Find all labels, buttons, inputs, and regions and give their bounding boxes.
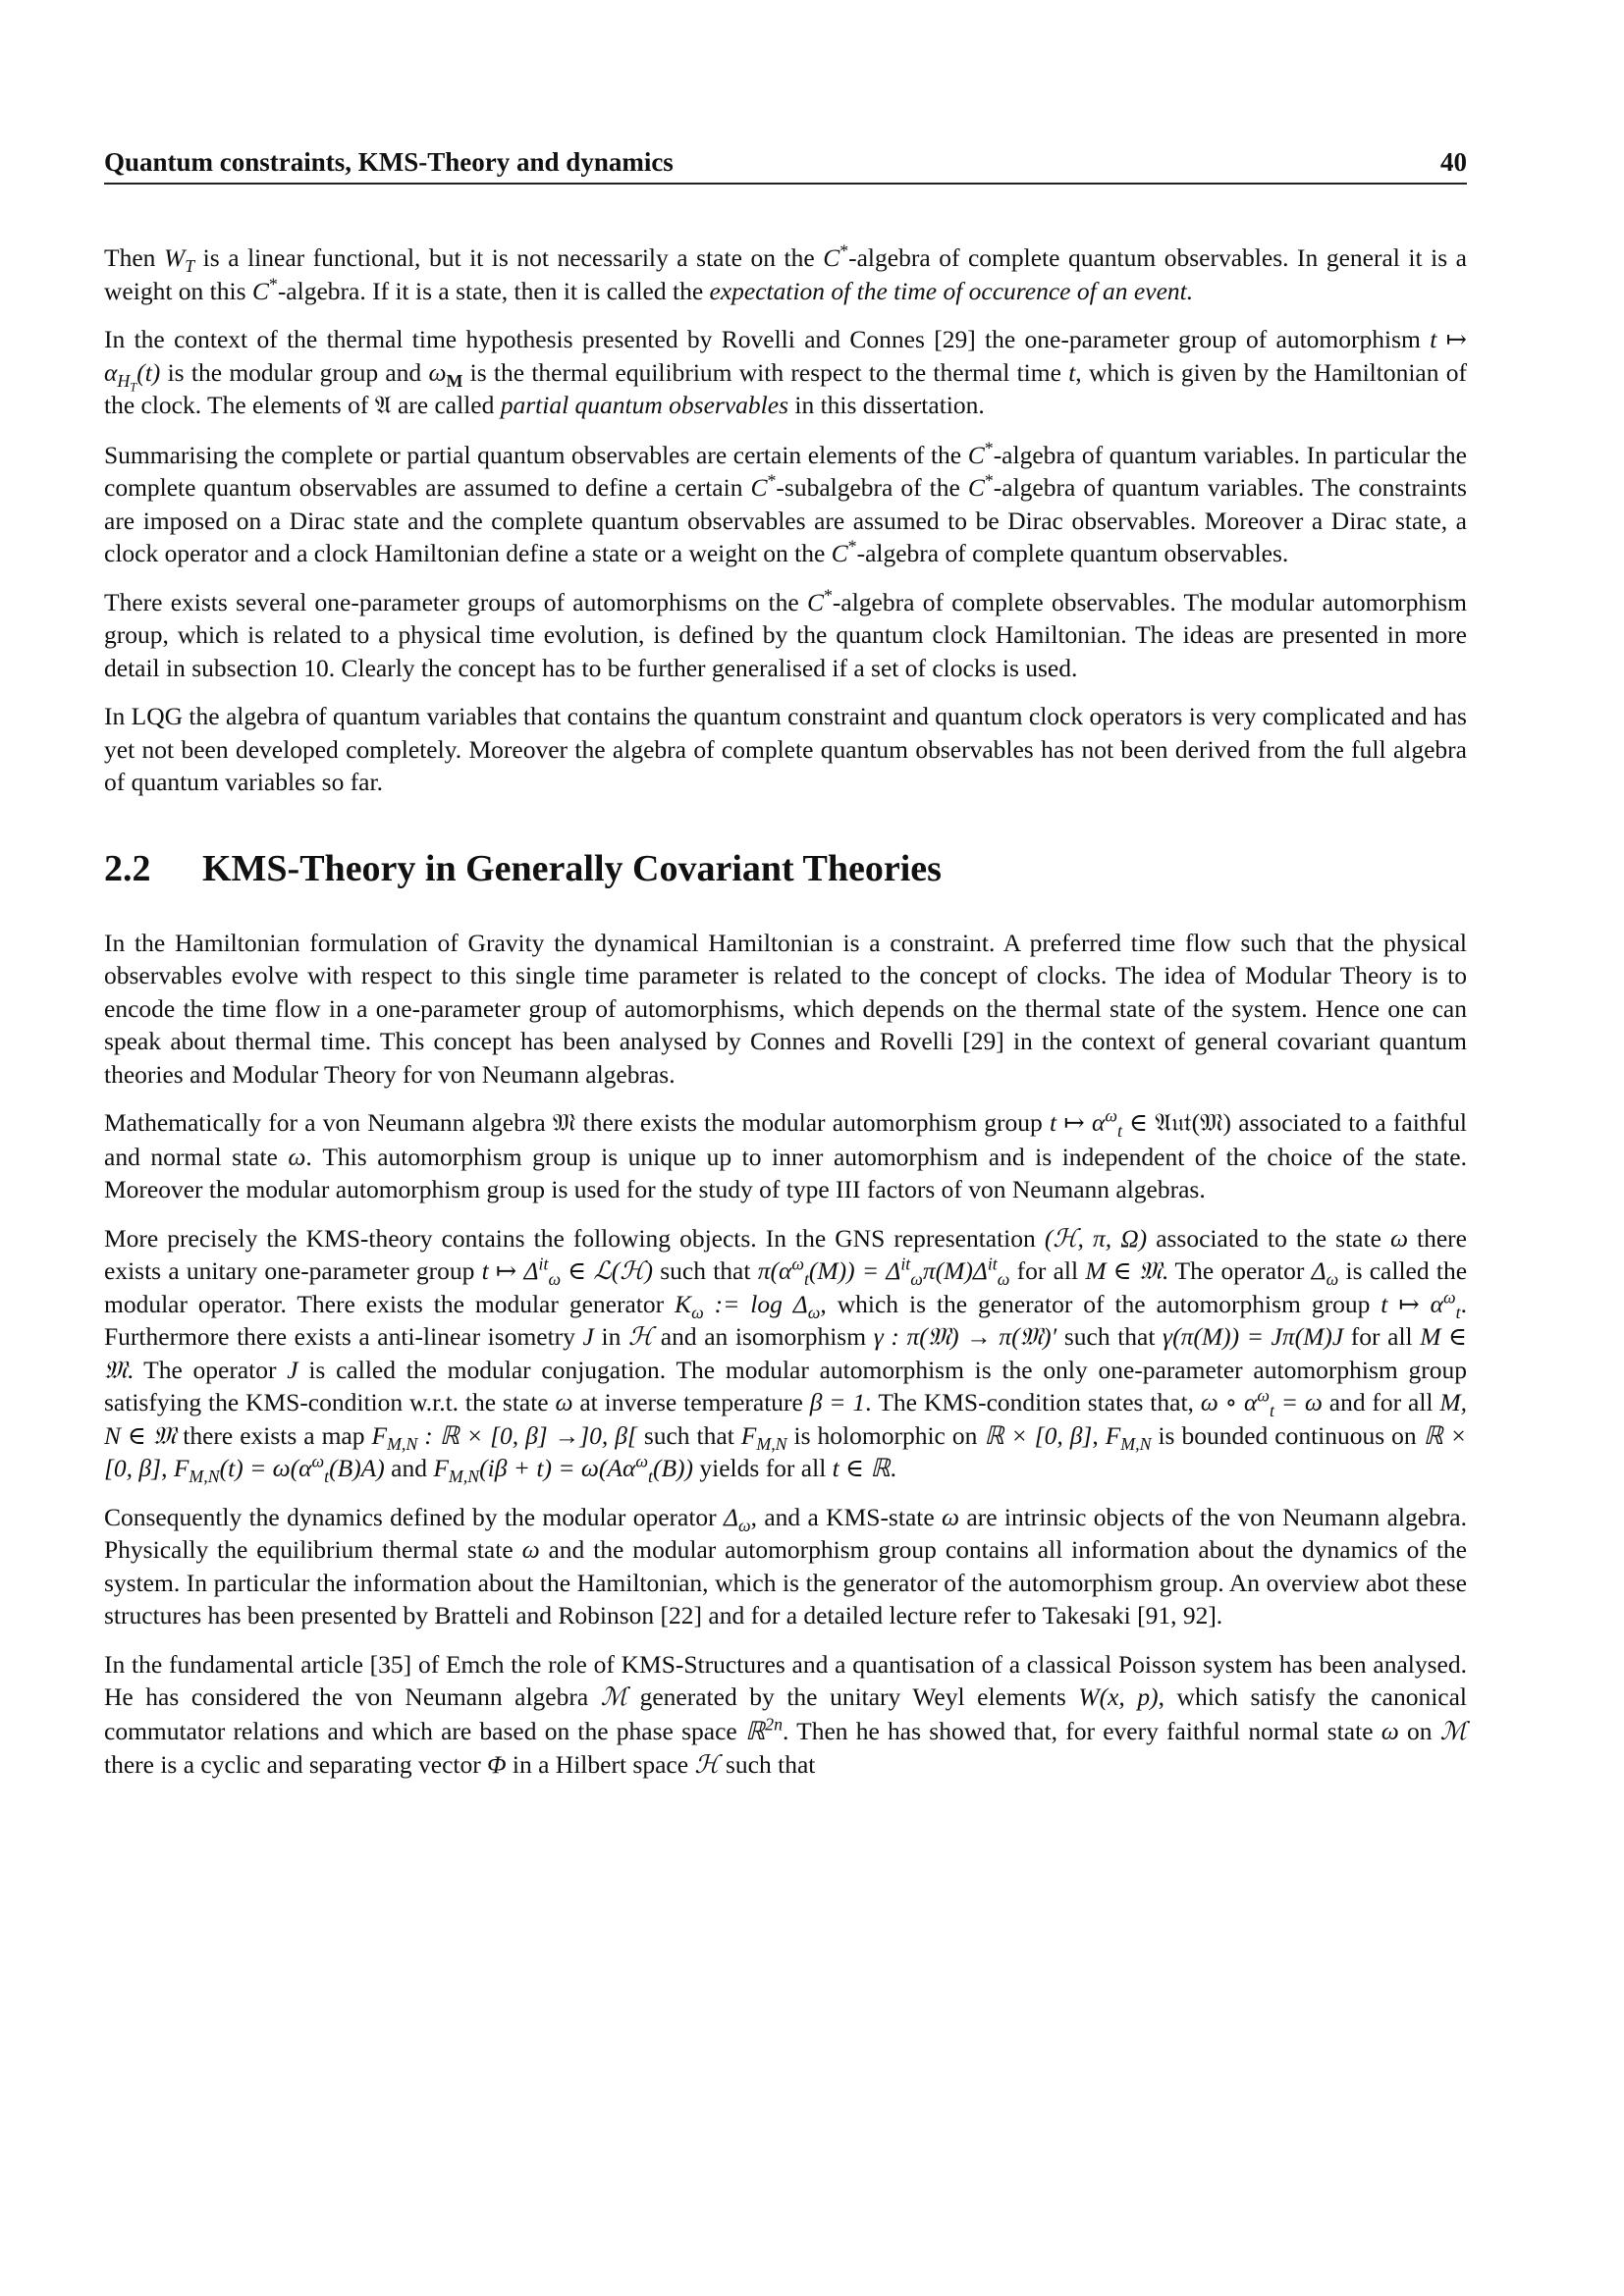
running-header [104, 147, 1467, 185]
header-title: Quantum constraints, KMS-Theory and dynamics [104, 147, 674, 177]
emphasis: expectation of the time of occurence of an event. [709, 276, 1194, 305]
emphasis: partial quantum observables [500, 391, 788, 419]
paragraph: In LQG the algebra of quantum variables that contains the quantum constraint and quantum clock operators is very complicated and has yet not been developed completely. Moreover the algebra of complete quantum observables has not been derived from the full algebra of quantum variables so far. [104, 702, 1467, 796]
paragraph: In the context of the thermal time hypothesis presented by Rovelli and Connes [29] the one-parameter group of automorphism t ↦ $\alpha_{H_T}(t)$ is the modular group and $\omega_M$ is the thermal equilibrium with respect to the thermal time t, which is given by the Hamiltonian of the clock. The elements of 𝔄 are called partial quantum observables in this dissertation. [104, 325, 1467, 420]
body-text [104, 241, 1467, 1797]
paragraph: In the Hamiltonian formulation of Gravity the dynamical Hamiltonian is a constraint. A preferred time flow such that the physical observables evolve with respect to this single time parameter is related to the concept of clocks. The idea of Modular Theory is to encode the time flow in a one-parameter group of automorphisms, which depends on the thermal state of the system. Hence one can speak about thermal time. This concept has been analysed by Connes and Rovelli [29] in the context of general covariant quantum theories and Modular Theory for von Neumann algebras. [104, 928, 1467, 1089]
section-number: 2.2 [104, 847, 151, 889]
paragraph: Summarising the complete or partial quantum observables are certain elements of the C*-algebra of quantum variables. In particular the complete quantum observables are assumed to define a certain C*-subalgebra of the C*-algebra of quantum variables. The constraints are imposed on a Dirac state and the complete quantum observables are assumed to be Dirac observables. Moreover a Dirac state, a clock operator and a clock Hamiltonian define a state or a weight on the C*-algebra of complete quantum observables. [104, 438, 1467, 567]
paragraph: Mathematically for a von Neumann algebra 𝔐 there exists the modular automorphism group t ↦ $\alpha^\omega_t$ ∈ 𝔄𝔲𝔱(𝔐) associated to a faithful and normal state ω. This automorphism group is unique up to inner automorphism and is independent of the choice of the state. Moreover the modular automorphism group is used for the study of type III factors of von Neumann algebras. [104, 1105, 1468, 1203]
paragraph: Consequently the dynamics defined by the modular operator $\Delta_\omega$, and a KMS-state ω are intrinsic objects of the von Neumann algebra. Physically the equilibrium thermal state ω and the modular automorphism group contains all information about the dynamics of the system. In particular the information about the Hamiltonian, which is the generator of the automorphism group. An overview abot these structures has been presented by Bratteli and Robinson [22] and for a detailed lecture refer to Takesaki [91, 92]. [104, 1502, 1467, 1629]
section-heading [104, 846, 1467, 891]
paragraph: There exists several one-parameter groups of automorphisms on the C*-algebra of complete observables. The modular automorphism group, which is related to a physical time evolution, is defined by the quantum clock Hamiltonian. The ideas are presented in more detail in subsection 10. Clearly the concept has to be further generalised if a set of clocks is used. [104, 585, 1467, 682]
paragraph: Then $W_T$ is a linear functional, but it is not necessarily a state on the C*-algebra of complete quantum observables. In general it is a weight on this C*-algebra. If it is a state, then it is called the expectation of the time of occurence of an event. [104, 240, 1467, 305]
paragraph: More precisely the KMS-theory contains the following objects. In the GNS representation (ℋ, π, Ω) associated to the state ω there exists a unitary one-parameter group t ↦ $\Delta^{it}_\omega$ ∈ ℒ(ℋ) such that $\pi(\alpha^\omega_t(M)) = \Delta^{it}_\omega\pi(M)\Delta^{it}_\omega$ for all M ∈ 𝔐. The operator $\Delta_\omega$ is called the modular operator. There exists the modular generator $K_\omega$ := $\log \Delta_\omega$, which is the generator of the automorphism group t ↦ $\alpha^\omega_t$. Furthermore there exists a anti-linear isometry J in ℋ and an isomorphism γ : π(𝔐) → π(𝔐)′ such that γ(π(M)) = Jπ(M)J for all M ∈ 𝔐. The operator J is called the modular conjugation. The modular automorphism is the only one-parameter automorphism group satisfying the KMS-condition w.r.t. the state ω at inverse temperature β = 1. The KMS-condition states that, ω ∘ $\alpha^\omega_t = \omega$ and for all M, N ∈ 𝔐 there exists a map $F_{M,N}$ : ℝ × [0, β] →]0, β[ such that $F_{M,N}$ is holomorphic on ℝ × [0, β], $F_{M,N}$ is bounded continuous on ℝ × [0, β], $F_{M,N}(t) = \omega(\alpha^\omega_t(B)A)$ and $F_{M,N}(i\beta + t) = \omega(A\alpha^\omega_t(B))$ yields for all t ∈ ℝ. [104, 1223, 1468, 1487]
page-number: 40 [1440, 147, 1467, 177]
paragraph: In the fundamental article [35] of Emch the role of KMS-Structures and a quantisation of a classical Poisson system has been analysed. He has considered the von Neumann algebra ℳ generated by the unitary Weyl elements W(x, p), which satisfy the canonical commutator relations and which are based on the phase space ℝ$^{2n}$. Then he has showed that, for every faithful normal state ω on ℳ there is a cyclic and separating vector Φ in a Hilbert space ℋ such that [104, 1649, 1468, 1779]
section-title: KMS-Theory in Generally Covariant Theories [202, 847, 942, 889]
